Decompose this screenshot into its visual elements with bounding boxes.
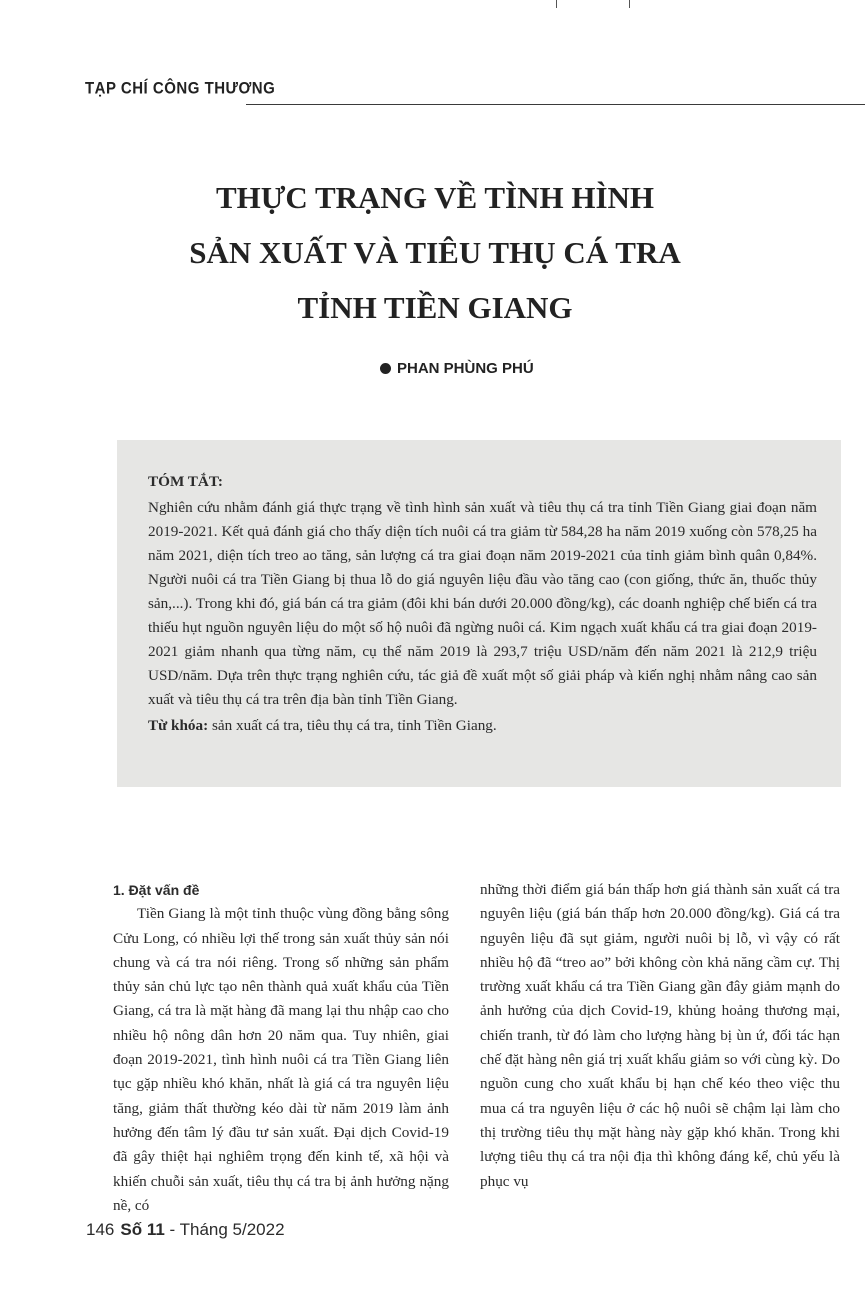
body-column-left <box>113 878 449 1218</box>
issue-date: - Tháng 5/2022 <box>169 1220 285 1239</box>
paragraph: Tiền Giang là một tỉnh thuộc vùng đồng bằng sông Cửu Long, có nhiều lợi thế trong sản xuất thủy sản nói chung và cá tra nói riêng. Trong số những sản phẩm thủy sản chủ lực tạo nên thành quả xuất khẩu của Tiền Giang, cá tra là mặt hàng đã mang lại thu nhập cao cho nhiều hộ nông dân hơn 20 năm qua. Tuy nhiên, giai đoạn 2019-2021, tình hình nuôi cá tra Tiền Giang liên tục gặp nhiều khó khăn, nhất là giá cá tra nguyên liệu tăng, giảm thất thường kéo dài từ năm 2019 làm ảnh hưởng đến tâm lý đầu tư sản xuất. Đại dịch Covid-19 đã gây thiệt hại nghiêm trọng đến kinh tế, xã hội và khiến chuỗi sản xuất, tiêu thụ cá tra bị ảnh hưởng nặng nề, có <box>113 905 449 1214</box>
header-divider <box>246 104 865 105</box>
keywords-text: sản xuất cá tra, tiêu thụ cá tra, tỉnh Tiền Giang. <box>211 717 497 734</box>
issue-number: Số 11 <box>120 1220 165 1239</box>
crop-mark <box>556 0 557 8</box>
crop-mark <box>629 0 630 8</box>
keywords-label: Từ khóa: <box>148 717 209 734</box>
article-title <box>140 170 730 335</box>
paragraph: những thời điểm giá bán thấp hơn giá thành sản xuất cá tra nguyên liệu (giá bán thấp hơn 20.000 đồng/kg). Giá cá tra nguyên liệu đã sụt giảm, người nuôi bị lỗ, vì vậy có rất nhiều hộ đã “treo ao” bởi không còn khả năng cầm cự. Thị trường xuất khẩu cá tra Tiền Giang gần đây giảm mạnh do ảnh hưởng của dịch Covid-19, khủng hoảng thương mại, chiến tranh, từ đó làm cho lượng hàng bị ùn ứ, đối tác hạn chế đặt hàng nên giá trị xuất khẩu giảm so với cùng kỳ. Do nguồn cung cho xuất khẩu bị hạn chế kéo theo việc thu mua cá tra nguyên liệu ở các hộ nuôi sẽ chậm lại làm cho thị trường tiêu thụ mặt hàng này gặp khó khăn. Trong khi lượng tiêu thụ cá tra nội địa thì không đáng kể, chủ yếu là phục vụ <box>480 881 840 1190</box>
page-footer <box>86 1220 285 1240</box>
author-byline <box>380 360 534 377</box>
journal-name: TẠP CHÍ CÔNG THƯƠNG <box>85 79 276 98</box>
title-line: TỈNH TIỀN GIANG <box>297 290 573 325</box>
keywords <box>148 714 817 738</box>
bullet-icon <box>380 363 391 374</box>
abstract-box <box>117 440 841 787</box>
page-number: 146 <box>86 1220 115 1239</box>
body-column-right <box>480 878 840 1194</box>
title-line: SẢN XUẤT VÀ TIÊU THỤ CÁ TRA <box>189 235 681 270</box>
abstract-heading: TÓM TẮT: <box>148 473 223 490</box>
section-heading: 1. Đặt vấn đề <box>113 882 200 898</box>
abstract-body: Nghiên cứu nhằm đánh giá thực trạng về tình hình sản xuất và tiêu thụ cá tra tỉnh Tiền Giang giai đoạn năm 2019-2021. Kết quả đánh giá cho thấy diện tích nuôi cá tra giảm từ 584,28 ha năm 2019 xuống còn 578,25 ha năm 2021, diện tích treo ao tăng, sản lượng cá tra giai đoạn năm 2019-2021 của tỉnh giảm bình quân 0,84%. Người nuôi cá tra Tiền Giang bị thua lỗ do giá nguyên liệu đầu vào tăng cao (con giống, thức ăn, thuốc thủy sản,...). Trong khi đó, giá bán cá tra giảm (đôi khi bán dưới 20.000 đồng/kg), các doanh nghiệp chế biến cá tra thiếu hụt nguồn nguyên liệu do một số hộ nuôi đã ngừng nuôi cá. Kim ngạch xuất khẩu cá tra giai đoạn 2019-2021 giảm nhanh qua từng năm, cụ thể năm 2019 là 293,7 triệu USD/năm đến năm 2021 là 212,9 triệu USD/năm. Dựa trên thực trạng nghiên cứu, tác giả đề xuất một số giải pháp và kiến nghị nhằm nâng cao sản xuất và tiêu thụ cá tra trên địa bàn tỉnh Tiền Giang. <box>148 499 817 708</box>
title-line: THỰC TRẠNG VỀ TÌNH HÌNH <box>215 180 655 215</box>
author-name: PHAN PHÙNG PHÚ <box>397 360 534 377</box>
